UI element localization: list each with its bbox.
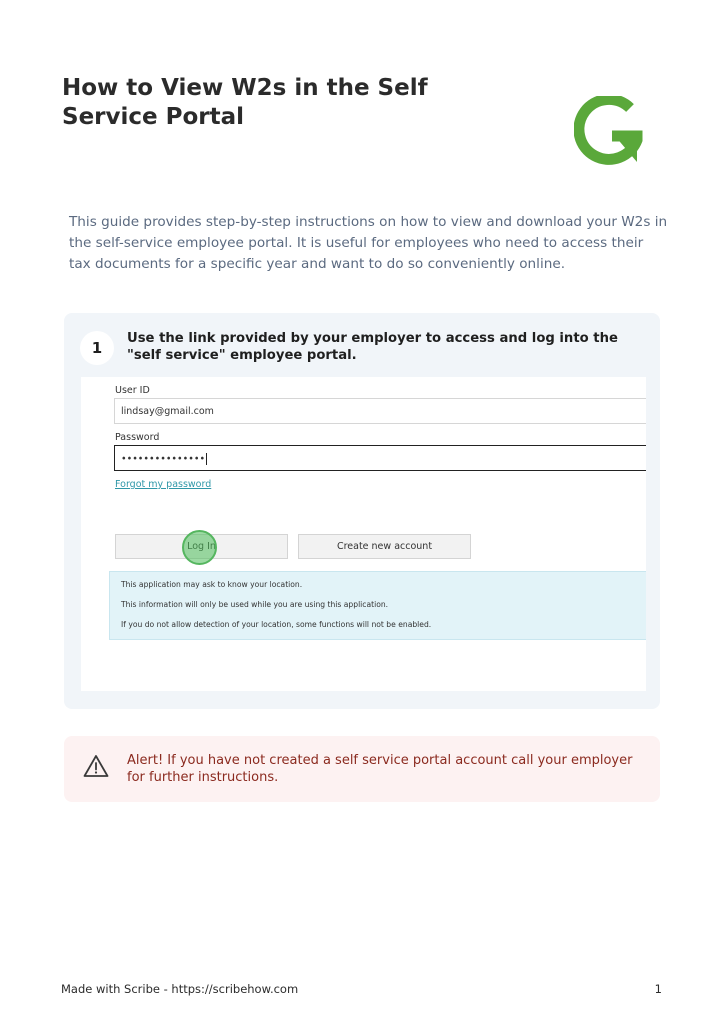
step-number: 1 [80,331,114,365]
create-account-label: Create new account [336,541,433,552]
location-notice [109,571,646,640]
footer-credit: Made with Scribe - https://scribehow.com [61,982,299,996]
step-instruction: Use the link provided by your employer to access and log into the "self service" employee portal. [127,331,618,363]
password-field[interactable] [114,445,646,471]
create-account-button[interactable] [298,534,471,559]
user-id-field[interactable] [114,398,646,424]
step-screenshot [81,377,646,691]
password-label: Password [115,432,160,443]
notice-line: If you do not allow detection of your location, some functions will not be enabled. [121,620,432,629]
click-indicator [182,530,217,565]
alert-box [64,736,660,802]
notice-line: This application may ask to know your location. [121,580,303,589]
user-id-value: lindsay@gmail.com [121,406,214,417]
password-value: ••••••••••••••• [121,453,206,465]
notice-line: This information will only be used while you are using this application. [121,600,389,609]
page-title: How to View W2s in the Self Service Portal [62,75,428,130]
user-id-label: User ID [115,385,150,396]
intro-paragraph: This guide provides step-by-step instructions on how to view and download your W2s in the self-service employee portal. It is useful for employees who need to access their tax documents for a specific year and want to do so conveniently online. [69,214,668,272]
logo-icon [574,96,644,168]
alert-text: Alert! If you have not created a self service portal account call your employer for further instructions. [127,753,633,785]
step-card [64,313,660,709]
page-number: 1 [654,982,662,996]
forgot-password-link[interactable]: Forgot my password [115,479,212,490]
text-caret [206,453,207,465]
warning-triangle-icon [83,754,109,778]
